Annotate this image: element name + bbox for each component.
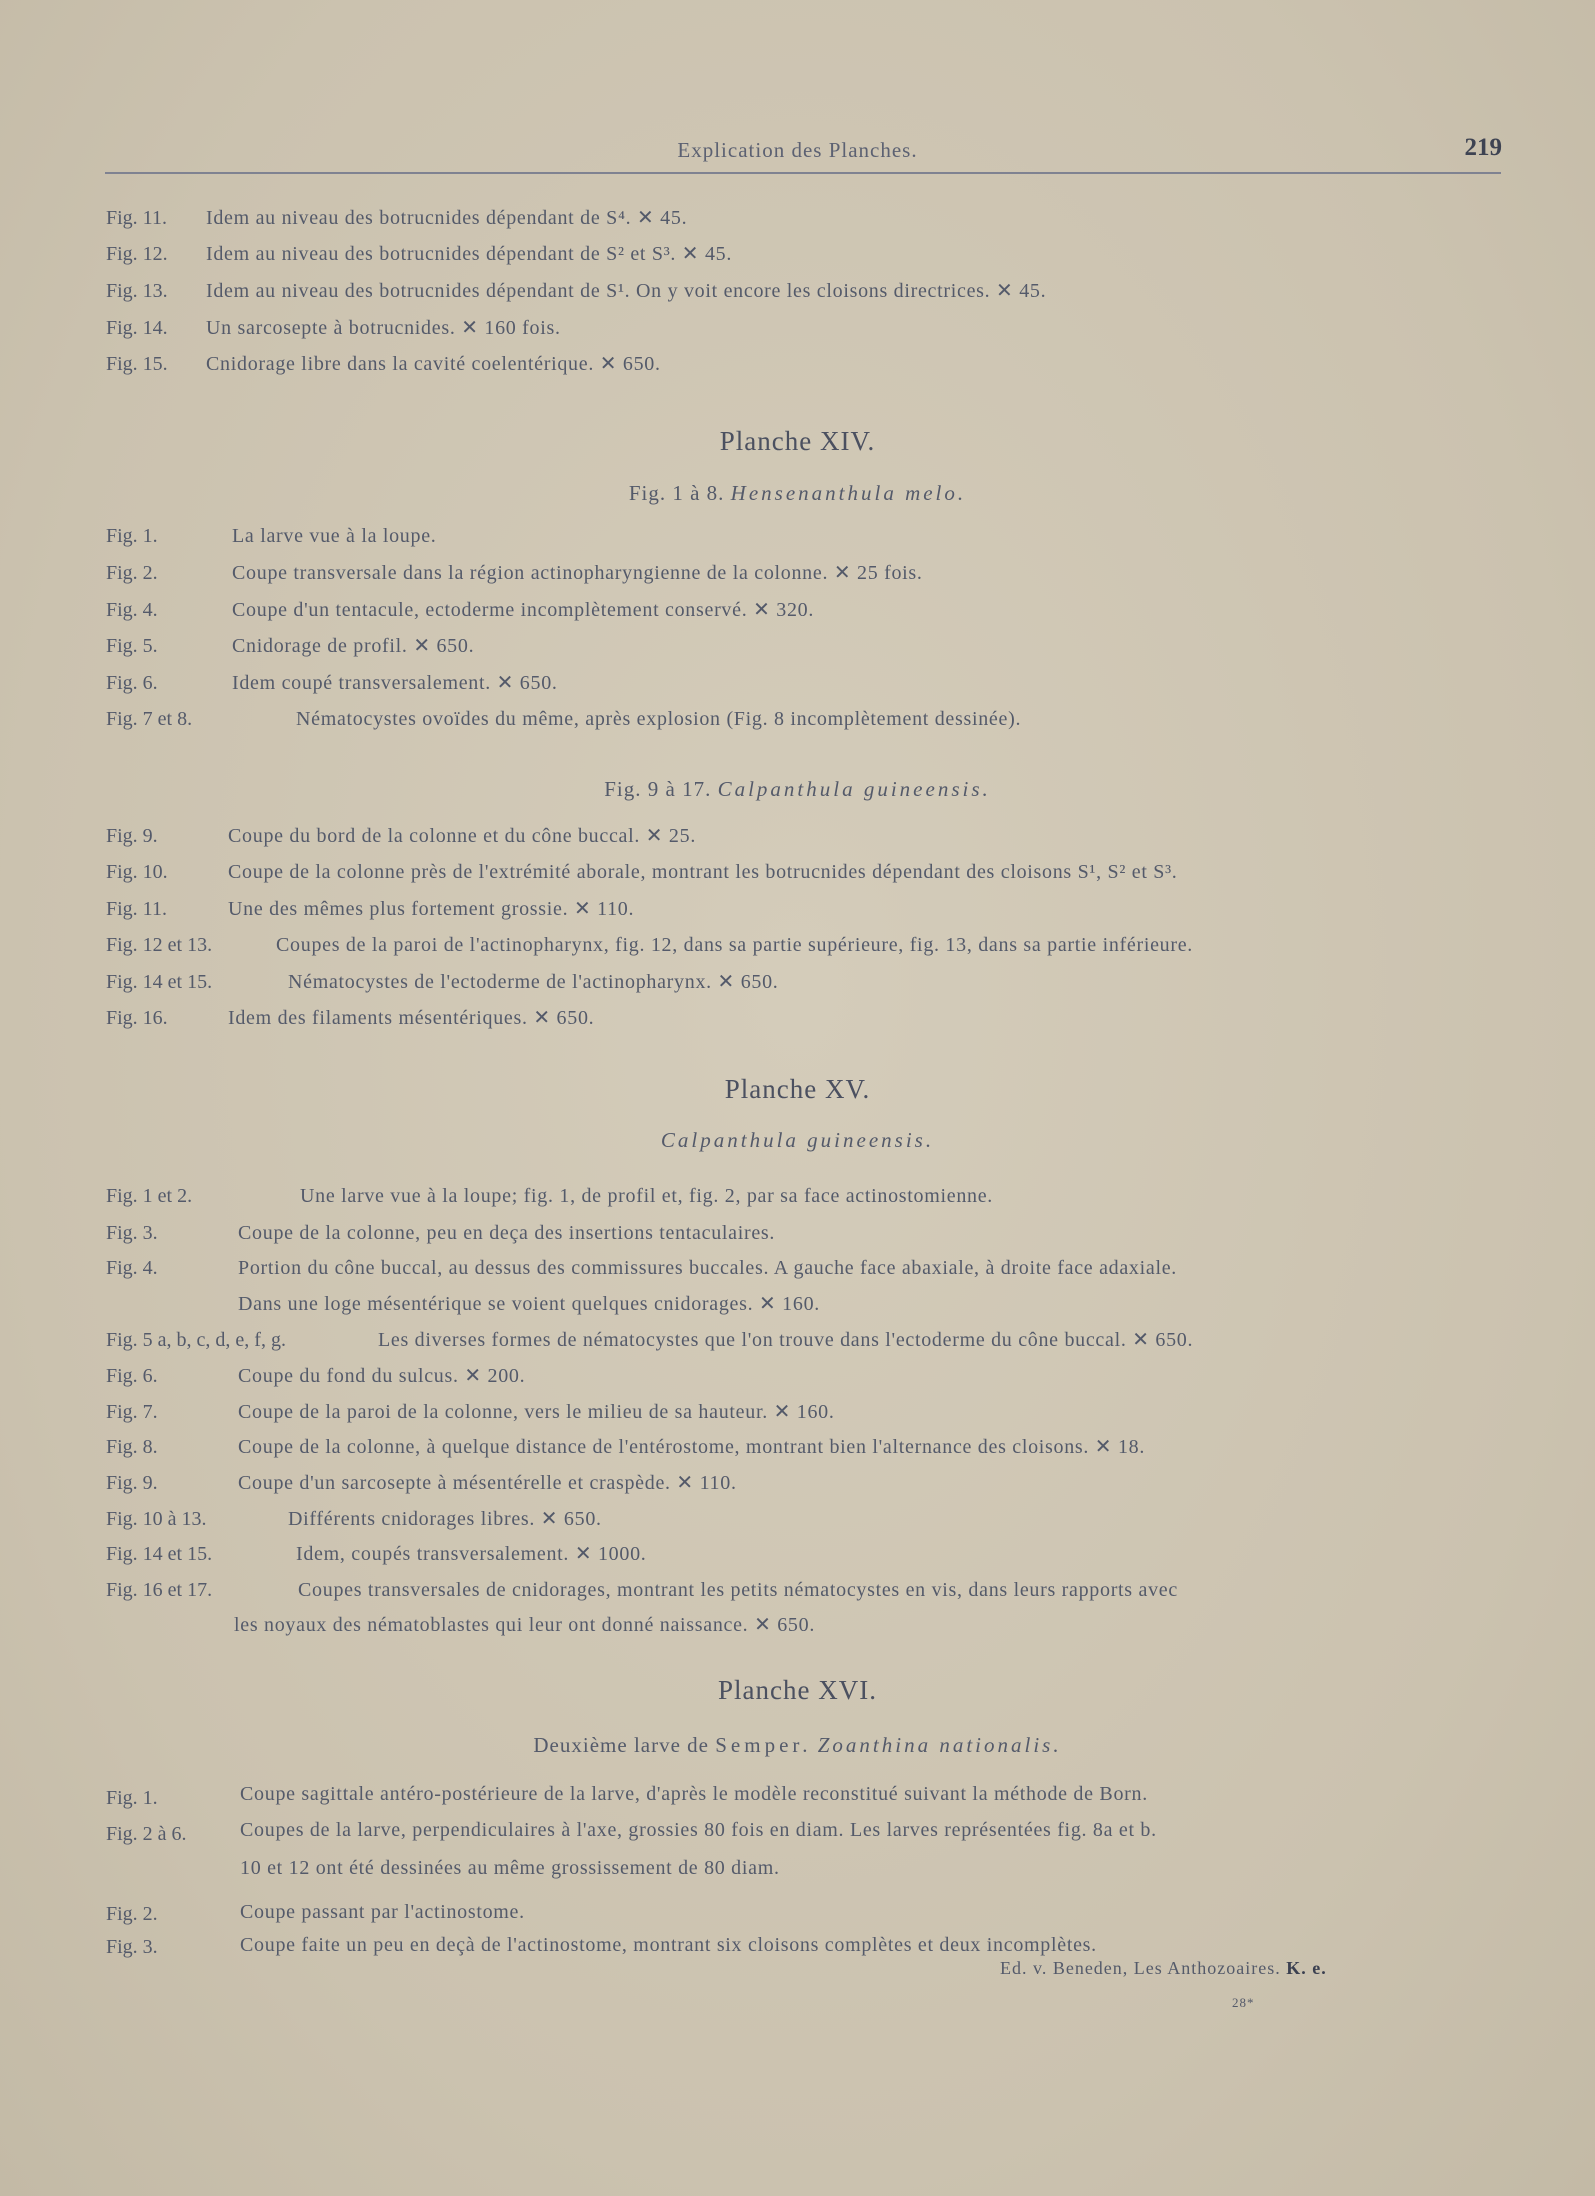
figure-number: Fig. 11. xyxy=(106,898,167,920)
figure-number: Fig. 7 et 8. xyxy=(106,708,193,730)
figure-caption: Une des mêmes plus fortement grossie. ✕ 110. xyxy=(228,898,635,920)
figure-caption-continued: 10 et 12 ont été dessinées au même grossissement de 80 diam. xyxy=(240,1857,780,1879)
figure-caption: Coupes de la paroi de l'actinopharynx, fig. 12, dans sa partie supérieure, fig. 13, dans sa partie inférieure. xyxy=(276,934,1193,956)
species-name: Calpanthula guineensis. xyxy=(660,1128,935,1152)
figure-number: Fig. 12 et 13. xyxy=(106,934,213,956)
figure-caption: Coupe du fond du sulcus. ✕ 200. xyxy=(238,1365,526,1387)
species-name: Calpanthula guineensis. xyxy=(717,777,991,801)
figure-caption: Idem au niveau des botrucnides dépendant de S¹. On y voit encore les cloisons directrices. ✕ 45. xyxy=(206,280,1047,302)
figure-number: Fig. 1. xyxy=(106,1787,158,1809)
plate-title: Planche XVI. xyxy=(718,1675,877,1705)
figure-caption: Coupe de la colonne, à quelque distance de l'entérostome, montrant bien l'alternance des cloisons. ✕ 18. xyxy=(238,1436,1146,1458)
figure-caption: Une larve vue à la loupe; fig. 1, de profil et, fig. 2, par sa face actinostomienne. xyxy=(300,1185,994,1207)
signature-line xyxy=(1000,1958,1327,1979)
figure-caption: Cnidorage de profil. ✕ 650. xyxy=(232,635,475,657)
figure-caption: Idem, coupés transversalement. ✕ 1000. xyxy=(296,1543,647,1565)
figure-caption: Coupe du bord de la colonne et du cône buccal. ✕ 25. xyxy=(228,825,697,847)
figure-number: Fig. 16. xyxy=(106,1007,168,1029)
signature-author: Ed. v. Beneden, Les Anthozoaires. xyxy=(1000,1958,1281,1978)
figure-number: Fig. 5. xyxy=(106,635,158,657)
subtitle-figures: Fig. 1 à 8. xyxy=(628,481,725,505)
plate-subtitle xyxy=(0,1733,1595,1758)
figure-number: Fig. 11. xyxy=(106,207,167,229)
figure-caption: Coupe sagittale antéro-postérieure de la larve, d'après le modèle reconstitué suivant la méthode de Born. xyxy=(240,1783,1148,1805)
species-name: Hensenanthula melo. xyxy=(730,481,967,505)
plate-subtitle xyxy=(0,481,1595,506)
plate-subtitle xyxy=(0,1128,1595,1153)
species-name: Zoanthina nationalis. xyxy=(817,1733,1062,1757)
figure-number: Fig. 14. xyxy=(106,317,168,339)
figure-caption: Coupes de la larve, perpendiculaires à l'axe, grossies 80 fois en diam. Les larves représentées fig. 8a et b. xyxy=(240,1819,1157,1841)
figure-number: Fig. 4. xyxy=(106,599,158,621)
figure-caption: Différents cnidorages libres. ✕ 650. xyxy=(288,1508,602,1530)
figure-number: Fig. 7. xyxy=(106,1401,158,1423)
figure-caption: Coupe d'un sarcosepte à mésentérelle et craspède. ✕ 110. xyxy=(238,1472,737,1494)
running-header: Explication des Planches. xyxy=(677,138,918,162)
figure-number: Fig. 12. xyxy=(106,243,168,265)
figure-caption: La larve vue à la loupe. xyxy=(232,525,437,547)
figure-number: Fig. 2. xyxy=(106,1903,158,1925)
author-name: Semper. xyxy=(715,1733,812,1757)
figure-number: Fig. 8. xyxy=(106,1436,158,1458)
figure-caption: Coupe de la colonne, peu en deça des insertions tentaculaires. xyxy=(238,1222,776,1244)
figure-caption: Nématocystes de l'ectoderme de l'actinopharynx. ✕ 650. xyxy=(288,971,779,993)
figure-number: Fig. 1. xyxy=(106,525,158,547)
figure-caption: Les diverses formes de nématocystes que l'on trouve dans l'ectoderme du cône buccal. ✕ 650. xyxy=(378,1329,1194,1351)
subtitle-prefix: Deuxième larve de xyxy=(533,1733,709,1757)
figure-number: Fig. 3. xyxy=(106,1936,158,1958)
figure-number: Fig. 14 et 15. xyxy=(106,971,213,993)
figure-caption: Cnidorage libre dans la cavité coelentérique. ✕ 650. xyxy=(206,353,661,375)
figure-caption: Coupe d'un tentacule, ectoderme incomplètement conservé. ✕ 320. xyxy=(232,599,815,621)
sheet-note: 28* xyxy=(1232,1995,1255,2010)
figure-caption: Coupe transversale dans la région actinopharyngienne de la colonne. ✕ 25 fois. xyxy=(232,562,923,584)
figure-number: Fig. 6. xyxy=(106,1365,158,1387)
figure-number: Fig. 2 à 6. xyxy=(106,1823,187,1845)
plate-title: Planche XV. xyxy=(724,1074,871,1104)
figure-number: Fig. 10 à 13. xyxy=(106,1508,207,1530)
figure-caption: Coupe de la paroi de la colonne, vers le milieu de sa hauteur. ✕ 160. xyxy=(238,1401,835,1423)
figure-number: Fig. 10. xyxy=(106,861,168,883)
figure-caption-continued: Dans une loge mésentérique se voient quelques cnidorages. ✕ 160. xyxy=(238,1293,820,1315)
figure-caption: Coupe de la colonne près de l'extrémité aborale, montrant les botrucnides dépendant des cloisons S¹, S² et S³. xyxy=(228,861,1178,883)
subtitle-figures: Fig. 9 à 17. xyxy=(604,777,712,801)
page-number: 219 xyxy=(1464,134,1502,161)
figure-number: Fig. 5 a, b, c, d, e, f, g. xyxy=(106,1329,286,1351)
figure-number: Fig. 9. xyxy=(106,825,158,847)
figure-number: Fig. 13. xyxy=(106,280,168,302)
figure-number: Fig. 2. xyxy=(106,562,158,584)
figure-number: Fig. 6. xyxy=(106,672,158,694)
figure-caption: Un sarcosepte à botrucnides. ✕ 160 fois. xyxy=(206,317,561,339)
signature-mark: K. e. xyxy=(1286,1958,1327,1978)
figure-number: Fig. 4. xyxy=(106,1257,158,1279)
figure-caption: Nématocystes ovoïdes du même, après explosion (Fig. 8 incomplètement dessinée). xyxy=(296,708,1022,730)
figure-number: Fig. 3. xyxy=(106,1222,158,1244)
header-rule xyxy=(105,172,1501,174)
figure-caption: Idem coupé transversalement. ✕ 650. xyxy=(232,672,558,694)
figure-caption: Coupe passant par l'actinostome. xyxy=(240,1901,525,1923)
figure-caption: Idem au niveau des botrucnides dépendant de S⁴. ✕ 45. xyxy=(206,207,688,229)
figure-caption: Coupe faite un peu en deçà de l'actinostome, montrant six cloisons complètes et deux incomplètes. xyxy=(240,1934,1097,1956)
figure-caption: Idem au niveau des botrucnides dépendant de S² et S³. ✕ 45. xyxy=(206,243,733,265)
figure-number: Fig. 1 et 2. xyxy=(106,1185,193,1207)
figure-caption: Portion du cône buccal, au dessus des commissures buccales. A gauche face abaxiale, à droite face adaxiale. xyxy=(238,1257,1178,1279)
figure-number: Fig. 9. xyxy=(106,1472,158,1494)
figure-caption: Coupes transversales de cnidorages, montrant les petits nématocystes en vis, dans leurs rapports avec xyxy=(298,1579,1178,1601)
figure-number: Fig. 15. xyxy=(106,353,168,375)
plate-title: Planche XIV. xyxy=(719,426,876,456)
figure-number: Fig. 14 et 15. xyxy=(106,1543,213,1565)
figure-caption-continued: les noyaux des nématoblastes qui leur ont donné naissance. ✕ 650. xyxy=(234,1614,816,1636)
figure-caption: Idem des filaments mésentériques. ✕ 650. xyxy=(228,1007,595,1029)
plate-subtitle xyxy=(0,777,1595,802)
figure-number: Fig. 16 et 17. xyxy=(106,1579,213,1601)
